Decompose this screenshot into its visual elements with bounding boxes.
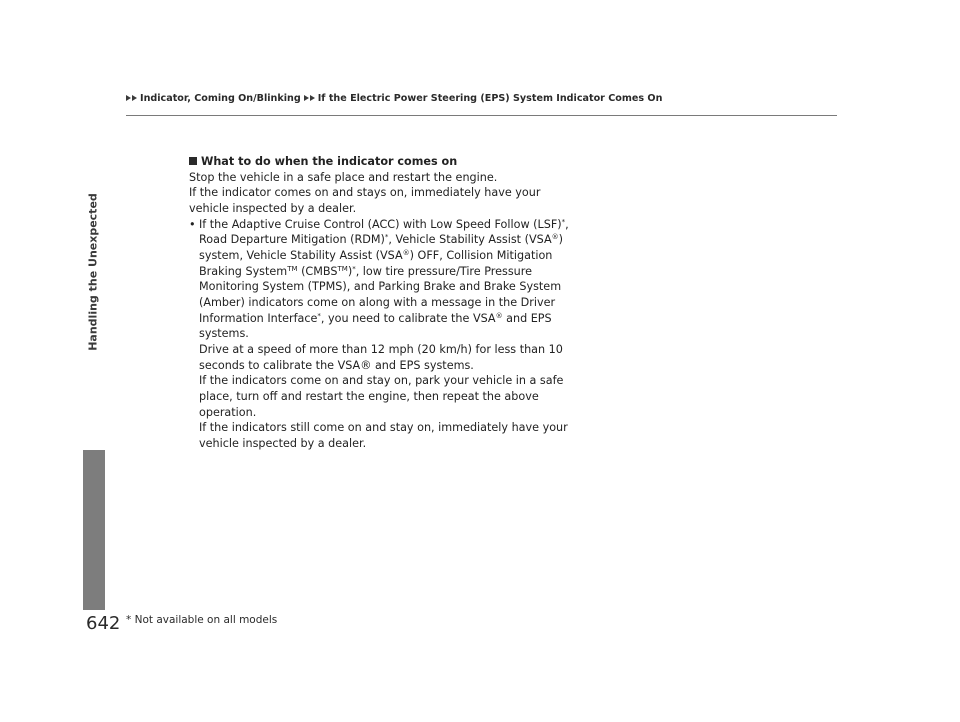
breadcrumb-arrow-icon (310, 95, 315, 101)
section-heading-text: What to do when the indicator comes on (201, 155, 458, 168)
breadcrumb-item[interactable]: If the Electric Power Steering (EPS) System Indicator Comes On (317, 93, 663, 104)
text-run: , Road Departure Mitigation (RDM) (199, 217, 569, 247)
text-run: If the Adaptive Cruise Control (ACC) with Low Speed Follow (LSF) (199, 217, 562, 231)
trademark-mark: TM (337, 264, 348, 273)
text-run: ) OFF, Collision Mitigation Braking System (199, 248, 553, 278)
breadcrumb-item[interactable]: Indicator, Coming On/Blinking (140, 93, 301, 104)
text-run: and EPS systems. (199, 311, 552, 341)
paragraph: If the indicator comes on and stays on, immediately have your vehicle inspected by a dealer. (189, 186, 541, 215)
footnote-star: * (317, 311, 321, 320)
bullet-item (189, 217, 569, 452)
bullet-paragraph: If the indicators come on and stay on, park your vehicle in a safe place, turn off and restart the engine, then repeat the above operation. (199, 374, 564, 419)
text-run: , Vehicle Stability Assist (VSA (388, 233, 552, 247)
footnote-star: * (352, 264, 356, 273)
footnote-star: * (384, 233, 389, 242)
breadcrumb-arrow-icon (126, 95, 131, 101)
text-run: ) (347, 264, 353, 278)
breadcrumb-arrow-icon (304, 95, 309, 101)
registered-mark: ® (551, 233, 559, 242)
registered-mark: ® (402, 248, 410, 257)
header-divider (126, 115, 837, 116)
bullet-paragraph (199, 217, 569, 342)
text-run: ) system, Vehicle Stability Assist (VSA (199, 233, 563, 262)
bullet-dot-icon: • (189, 217, 196, 231)
trademark-mark: TM (287, 264, 298, 273)
bullet-paragraph: If the indicators still come on and stay on, immediately have your vehicle inspected by a dealer. (199, 421, 568, 450)
section-tab-marker (83, 450, 105, 610)
page-number: 642 (86, 613, 121, 634)
section-label-text: Handling the Unexpected (86, 193, 100, 351)
section-side-label (86, 94, 100, 450)
footnote-star: * (126, 614, 132, 626)
breadcrumb (126, 93, 665, 104)
square-bullet-icon (189, 157, 197, 165)
paragraph: Stop the vehicle in a safe place and restart the engine. (189, 170, 498, 184)
text-run: , you need to calibrate the VSA (320, 311, 496, 325)
text-run: (CMBS (297, 264, 338, 278)
footnote-star: * (561, 217, 566, 226)
registered-mark: ® (495, 311, 503, 320)
main-content (189, 154, 569, 451)
footnote (126, 614, 277, 626)
footnote-text: Not available on all models (134, 614, 278, 626)
breadcrumb-arrow-icon (132, 95, 137, 101)
section-heading (189, 154, 569, 170)
text-run: , low tire pressure/Tire Pressure Monitoring System (TPMS), and Parking Brake and Brake System (Amber) indicators come on along with a message in the Driver Information Interface (199, 264, 562, 325)
bullet-paragraph: Drive at a speed of more than 12 mph (20 km/h) for less than 10 seconds to calibrate the VSA® and EPS systems. (199, 342, 563, 372)
